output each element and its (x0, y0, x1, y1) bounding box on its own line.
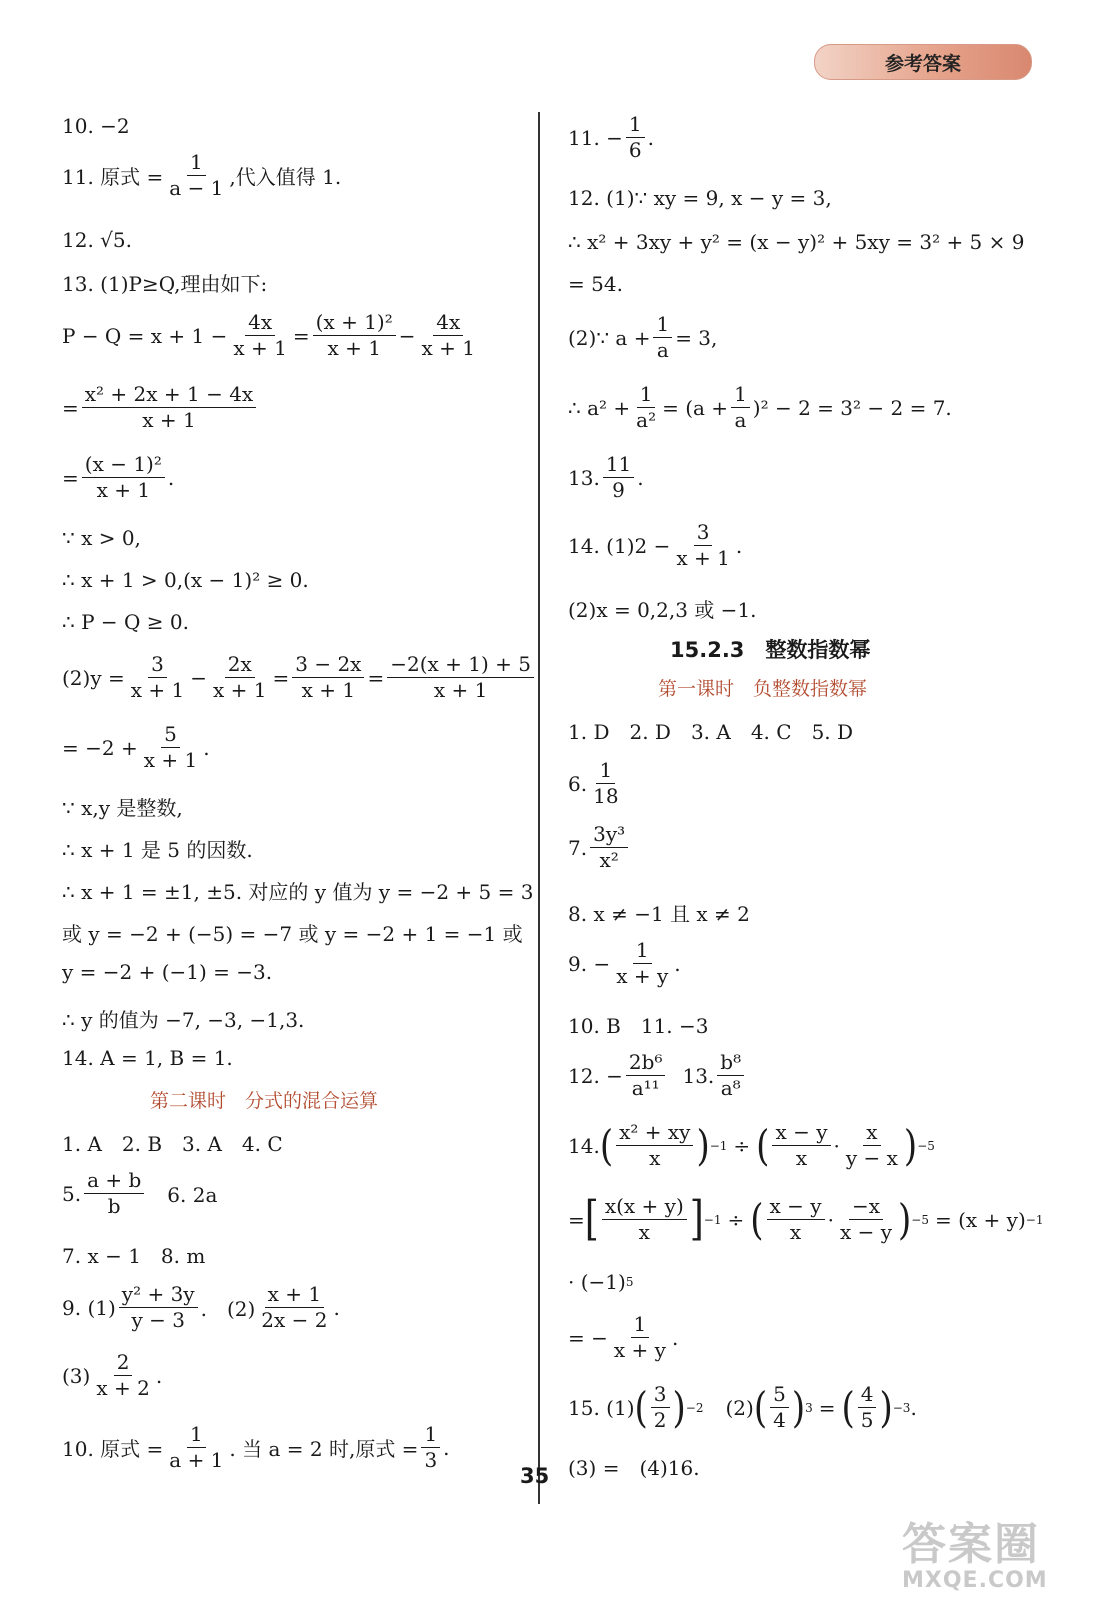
answer-r12-2-step: ∴ a² + $\frac{1}{\text{a²}}$ = (a + $\frac{1}{a}$ )² − 2 = 3² − 2 = 7. (568, 382, 952, 432)
answer-k14-result: = − $\frac{1}{x + y}$ . (568, 1312, 679, 1362)
answer-13-step-m: y = −2 + (−1) = −3. (62, 960, 273, 984)
answer-k14-factor: · (−1) 5 (568, 1270, 634, 1294)
page-number: 35 (520, 1464, 550, 1488)
answer-k15-3-4: (3) = (4)16. (568, 1456, 700, 1480)
answer-k8: 8. x ≠ −1 且 x ≠ 2 (568, 902, 750, 926)
answer-11: 11. 原式 = $\frac{1}{a - 1}$ ,代入值得 1. (62, 150, 342, 200)
answer-13-step-n: ∴ y 的值为 −7, −3, −1,3. (62, 1008, 305, 1032)
lesson-2-title: 第二课时 分式的混合运算 (150, 1090, 379, 1112)
answer-13-2: (2)y = $\frac{3}{x + 1}$ − $\frac{2x}{x + 1}$ = $\frac{3 - 2x}{x + 1}$ = $\frac{-2(x + 1) + 5}{x + 1}$ (62, 654, 537, 701)
answer-10: 10. −2 (62, 114, 130, 138)
answers-7-8: 7. x − 1 8. m (62, 1244, 206, 1268)
answer-k14-step: = [ $\frac{x(x + y)}{x}$ ] −1 ÷ ( $\frac{x - y}{x}$ · $\frac{-x}{x - y}$ ) −5 = (x + y) −1 (568, 1192, 1044, 1246)
answer-13-step-j: ∴ x + 1 是 5 的因数. (62, 838, 253, 862)
answer-9: 9. (1) $\frac{\text{y² + 3y}}{y - 3}$ . (2) $\frac{x + 1}{2x - 2}$ . (62, 1282, 340, 1332)
answer-r14-1: 14. (1)2 − $\frac{3}{x + 1}$ . (568, 520, 743, 570)
answers-k12-13: 12. − $\frac{\text{2b⁶}}{\text{a¹¹}}$ 13. $\frac{\text{b⁸}}{\text{a⁸}}$ (568, 1052, 747, 1099)
watermark-logo: 答案圈 MXQE.COM (902, 1519, 1048, 1593)
section-title: 15.2.3 整数指数幂 (670, 638, 871, 662)
answer-13-step-e: ∴ x + 1 > 0,(x − 1)² ≥ 0. (62, 568, 309, 592)
answer-r11: 11. − $\frac{1}{6}$ . (568, 112, 655, 162)
answer-r12-2: (2)∵ a + $\frac{1}{a}$ = 3, (568, 312, 718, 362)
answer-13-step-b: = $\frac{\text{x² + 2x + 1 − 4x}}{x + 1}$ (62, 384, 259, 431)
answer-13-1: 13. (1)P≥Q,理由如下: (62, 272, 268, 296)
answer-9-3: (3) $\frac{2}{x + 2}$ . (62, 1350, 163, 1400)
answer-13-step-k: ∴ x + 1 = ±1, ±5. 对应的 y 值为 y = −2 + 5 = 3 (62, 880, 534, 904)
answer-13-step-d: ∵ x > 0, (62, 526, 141, 550)
answer-r13: 13. $\frac{11}{9}$ . (568, 452, 644, 502)
answer-12: 12. √5. (62, 228, 132, 252)
answer-14: 14. A = 1, B = 1. (62, 1046, 233, 1070)
answers-k10-11: 10. B 11. −3 (568, 1014, 709, 1038)
answer-13-step-l: 或 y = −2 + (−5) = −7 或 y = −2 + 1 = −1 或 (62, 922, 523, 946)
answer-r12-1-result: = 54. (568, 272, 623, 296)
column-divider (538, 112, 540, 1504)
answer-r12-1-step: ∴ x² + 3xy + y² = (x − y)² + 5xy = 3² + 5 × 9 (568, 230, 1025, 254)
answer-10-lesson-2: 10. 原式 = $\frac{1}{a + 1}$ . 当 a = 2 时,原式 = $\frac{1}{3}$ . (62, 1422, 450, 1472)
lesson-1-title: 第一课时 负整数指数幂 (658, 678, 868, 700)
answer-k9: 9. − $\frac{1}{x + y}$ . (568, 938, 681, 988)
answer-k7: 7. $\frac{\text{3y³}}{\text{x²}}$ (568, 824, 631, 871)
answers-1-4: 1. A 2. B 3. A 4. C (62, 1132, 283, 1156)
answer-13-step-c: = $\frac{\text{(x − 1)²}}{x + 1}$ . (62, 452, 175, 502)
answer-r12-1: 12. (1)∵ xy = 9, x − y = 3, (568, 186, 832, 210)
answer-k6: 6. $\frac{1}{18}$ (568, 758, 619, 808)
answers-5-6: 5. $\frac{a + b}{b}$ 6. 2a (62, 1168, 218, 1218)
answer-key-tag: 参考答案 (814, 44, 1032, 80)
answer-13-step-h: = −2 + $\frac{5}{x + 1}$ . (62, 722, 210, 772)
answer-k14: 14. ( $\frac{\text{x² + xy}}{x}$ ) −1 ÷ ( $\frac{x - y}{x}$ · $\frac{x}{y - x}$ ) −5 (568, 1120, 935, 1171)
answers-k1-5: 1. D 2. D 3. A 4. C 5. D (568, 720, 854, 744)
answer-r14-2: (2)x = 0,2,3 或 −1. (568, 598, 757, 622)
answer-13-step-a: P − Q = x + 1 − $\frac{4x}{x + 1}$ = $\frac{\text{(x + 1)²}}{x + 1}$ − $\frac{4x}{x + 1}$ (62, 310, 475, 360)
answer-13-step-f: ∴ P − Q ≥ 0. (62, 610, 189, 634)
answer-13-step-i: ∵ x,y 是整数, (62, 796, 183, 820)
answer-k15: 15. (1) ( $\frac{3}{2}$ ) −2 (2) ( $\frac{5}{4}$ ) 3 = ( $\frac{4}{5}$ ) −3 . (568, 1382, 917, 1433)
